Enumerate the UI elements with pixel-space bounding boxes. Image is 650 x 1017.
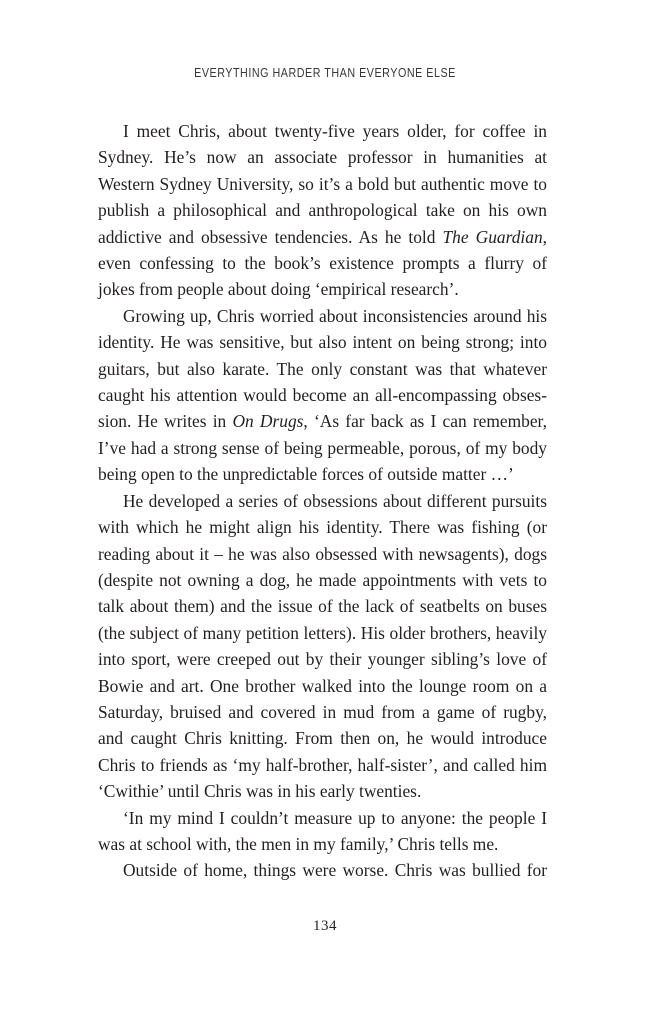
text-run: He developed a series of obsessions about different pursuits with which he might align his identity. There was fishing (or reading about it – he was also obsessed with newsagents), dogs (despite not owning a dog, he made appointments with vets to talk about them) and the issue of the lack of seatbelts on buses (the subject of many petition letters). His older brothers, heavily into sport, were creeped out by their younger sibling’s love of Bowie and art. One brother walked into the lounge room on a Saturday, bruised and covered in mud from a game of rugby, and caught Chris knitting. From then on, he would introduce Chris to friends as ‘my half-brother, half-sister’, and called him ‘Cwithie’ until Chris was in his early twenties. xyxy=(98,490,547,802)
text-run: I meet Chris, about twenty-five years older, for coffee in Sydney. He’s now an associate professor in humanities at Western Sydney University, so it’s a bold but authentic move to publish a philosophical and anthropological take on his own addictive and obsessive tendencies. As he told xyxy=(98,121,547,247)
paragraph xyxy=(98,805,547,858)
italic-title: On Drugs xyxy=(232,411,304,432)
page-number: 134 xyxy=(313,918,337,934)
text-run: Growing up, Chris worried about inconsistencies around his identity. He was sensitive, but also intent on being strong; into guitars, but also karate. The only constant was that whatever caught his attention would become an all-encompassing obsession. He writes in xyxy=(98,305,547,432)
paragraph-continued xyxy=(98,857,547,883)
text-run: , ‘As far back as I can remember, I’ve had a strong sense of being permeable, porous, of my body being open to the unpredictable forces of outside matter …’ xyxy=(98,411,547,485)
paragraph xyxy=(98,303,547,488)
text-run: Outside of home, things were worse. Chris was bullied for xyxy=(123,860,547,881)
text-run: ‘In my mind I couldn’t measure up to anyone: the people I was at school with, the men in my family,’ Chris tells me. xyxy=(98,807,547,854)
paragraph xyxy=(98,488,547,805)
paragraph xyxy=(98,118,547,303)
italic-title: The Guardian xyxy=(442,226,543,247)
text-run: , even confessing to the book’s existence prompts a flurry of jokes from people about doing ‘empirical research’. xyxy=(98,226,547,300)
body-text xyxy=(98,118,547,884)
running-head: EVERYTHING HARDER THAN EVERYONE ELSE xyxy=(194,66,456,80)
